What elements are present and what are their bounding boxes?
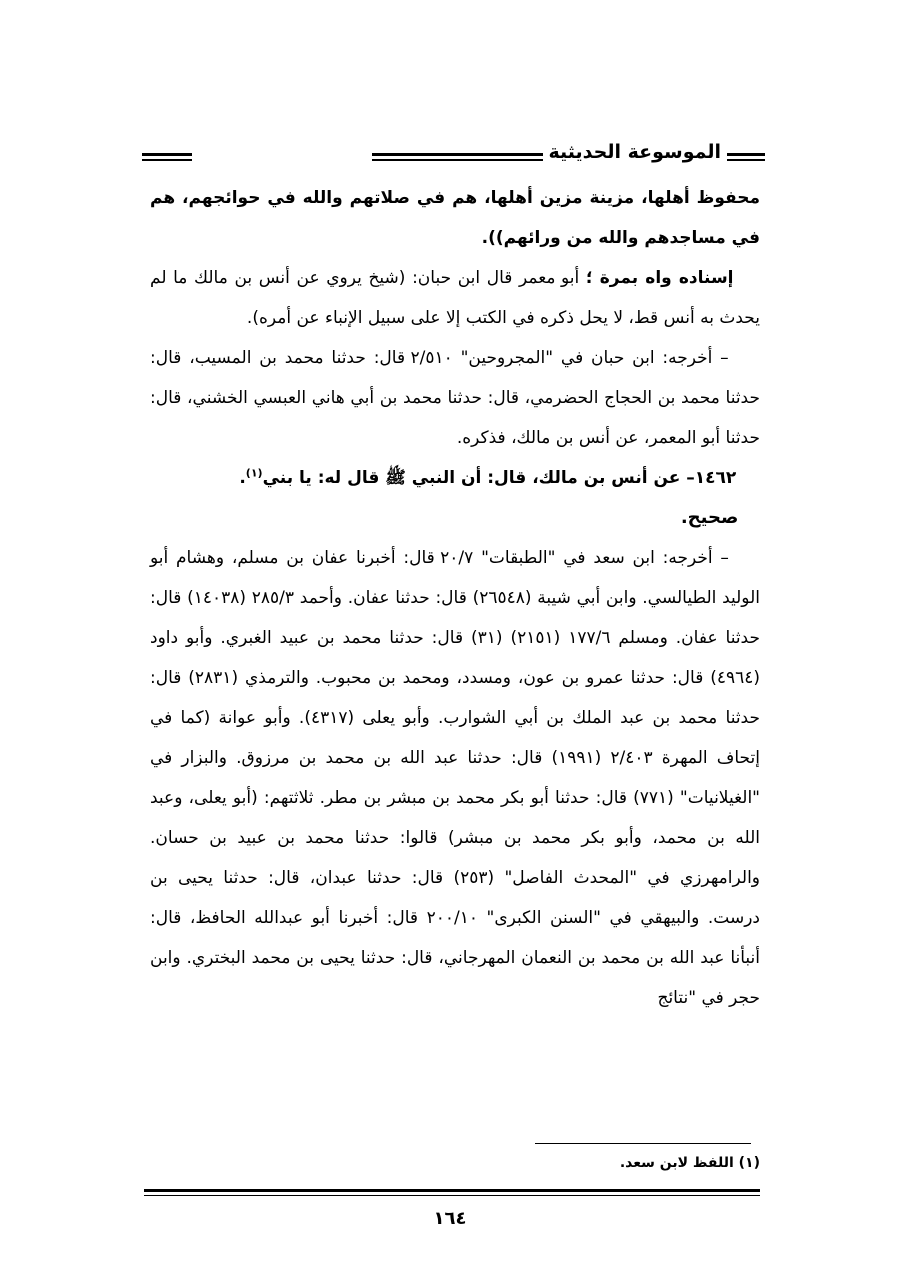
paragraph-isnad-grade	[150, 258, 760, 338]
hadith-number: ١٤٦٢–	[686, 468, 737, 488]
page-number: ١٦٤	[433, 1208, 467, 1229]
paragraph-hadith-continuation: محفوظ أهلها، مزينة مزين أهلها، هم في صلاتهم والله في حوائجهم، هم في مساجدهم والله من ورائهم)).	[150, 188, 760, 248]
paragraph-takhrij-2	[150, 538, 760, 1018]
hadith-text: عن أنس بن مالك، قال: أن النبي ﷺ قال له: يا بني	[262, 468, 681, 488]
takhrij-1-text: – أخرجه: ابن حبان في "المجروحين" ٢/٥١٠ قال: حدثنا محمد بن المسيب، قال: حدثنا محمد بن الحجاج الحضرمي، قال: حدثنا محمد بن أبي هاني العبسي الخشني، قال: حدثنا أبو المعمر، عن أنس بن مالك، فذكره.	[150, 348, 760, 448]
paragraph-takhrij-1	[150, 338, 760, 458]
header-rule-far-right	[733, 153, 765, 161]
hadith-end: .	[239, 468, 246, 488]
paragraph-grade	[150, 498, 760, 538]
footnote: (١) اللفظ لابن سعد.	[619, 1155, 760, 1171]
bottom-rule	[144, 1189, 760, 1196]
isnad-grade-lead: إسناده واه بمرة ؛	[585, 268, 734, 288]
footnote-ref: (١)	[245, 466, 263, 480]
running-header	[142, 141, 765, 173]
header-title: الموسوعة الحديثية	[543, 141, 728, 163]
hadith-grade: صحيح.	[680, 507, 739, 528]
header-rule-left	[142, 153, 192, 161]
main-text	[150, 178, 760, 1018]
hadith-heading	[150, 458, 760, 498]
isnad-grade-text: أبو معمر قال ابن حبان: (شيخ يروي عن أنس بن مالك ما لم يحدث به أنس قط، لا يحل ذكره في الكتب إلا على سبيل الإنباء عن أمره).	[150, 268, 760, 328]
footnote-separator	[535, 1143, 751, 1144]
takhrij-2-text: – أخرجه: ابن سعد في "الطبقات" ٢٠/٧ قال: أخبرنا عفان بن مسلم، وهشام أبو الوليد الطيالسي. وابن أبي شيبة (٢٦٥٤٨) قال: حدثنا عفان. وأحمد ٢٨٥/٣ (١٤٠٣٨) قال: حدثنا عفان. ومسلم ١٧٧/٦ (٢١٥١) (٣١) قال: حدثنا محمد بن عبيد الغبري. وأبو داود (٤٩٦٤) قال: حدثنا عمرو بن عون، ومسدد، ومحمد بن محبوب. والترمذي (٢٨٣١) قال: حدثنا محمد بن عبد الملك بن أبي الشوارب. وأبو يعلى (٤٣١٧). وأبو عوانة (كما في إتحاف المهرة ٢/٤٠٣ (١٩٩١) قال: حدثنا عبد الله بن محمد بن مرزوق. والبزار في "الغيلانيات" (٧٧١) قال: حدثنا أبو بكر محمد بن مبشر بن مطر. ثلاثتهم: (أبو يعلى، وعبد الله بن محمد، وأبو بكر محمد بن مبشر) قالوا: حدثنا محمد بن عبيد بن حسان. والرامهرزي في "المحدث الفاصل" (٢٥٣) قال: حدثنا عبدان، قال: حدثنا يحيى بن درست. والبيهقي في "السنن الكبرى" ٢٠٠/١٠ قال: أخبرنا أبو عبدالله الحافظ، قال: أنبأنا عبد الله بن محمد بن النعمان المهرجاني، قال: حدثنا يحيى بن محمد البختري. وابن حجر في "نتائج	[150, 548, 761, 1008]
